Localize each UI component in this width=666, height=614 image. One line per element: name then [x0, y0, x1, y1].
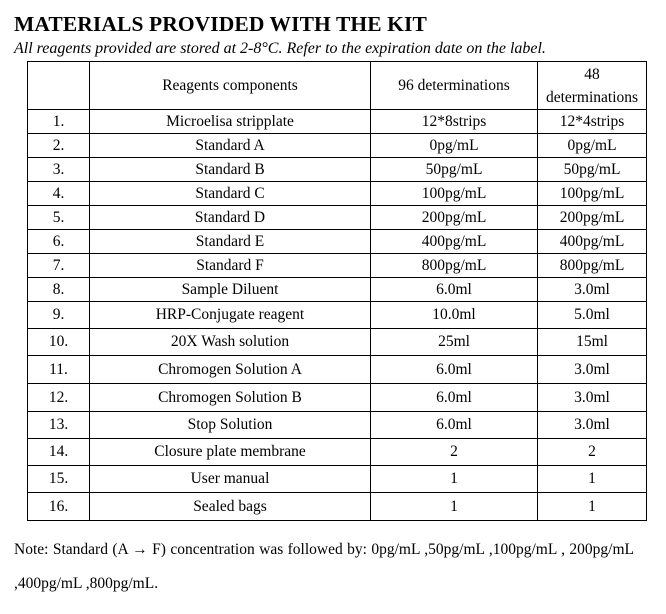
- reagent-name: User manual: [90, 466, 371, 493]
- reagent-name: Microelisa stripplate: [90, 110, 371, 134]
- amount-48: 100pg/mL: [538, 182, 647, 206]
- table-row: [28, 493, 647, 521]
- reagent-name: Chromogen Solution B: [90, 384, 371, 412]
- amount-48: 3.0ml: [538, 412, 647, 439]
- amount-48: 1: [538, 466, 647, 493]
- header-number: [28, 62, 90, 110]
- reagent-name: Standard E: [90, 230, 371, 254]
- amount-96: 10.0ml: [371, 302, 538, 329]
- row-number: 9.: [28, 302, 90, 329]
- amount-96: 200pg/mL: [371, 206, 538, 230]
- table-row: [28, 254, 647, 278]
- amount-48: 400pg/mL: [538, 230, 647, 254]
- row-number: 15.: [28, 466, 90, 493]
- table-row: [28, 134, 647, 158]
- header-reagents: Reagents components: [90, 62, 371, 110]
- amount-48: 2: [538, 439, 647, 466]
- amount-48: 15ml: [538, 329, 647, 356]
- table-row: [28, 384, 647, 412]
- table-row: [28, 466, 647, 493]
- table-row: [28, 302, 647, 329]
- row-number: 16.: [28, 493, 90, 521]
- reagent-name: Sample Diluent: [90, 278, 371, 302]
- header-48: 48 determinations: [538, 62, 647, 110]
- table-row: [28, 278, 647, 302]
- table-row: [28, 356, 647, 384]
- storage-subtitle: All reagents provided are stored at 2-8°C. Refer to the expiration date on the label.: [14, 40, 546, 57]
- table-row: [28, 329, 647, 356]
- table-row: [28, 182, 647, 206]
- row-number: 3.: [28, 158, 90, 182]
- reagent-name: Stop Solution: [90, 412, 371, 439]
- reagent-name: Standard B: [90, 158, 371, 182]
- amount-96: 12*8strips: [371, 110, 538, 134]
- page-title: MATERIALS PROVIDED WITH THE KIT: [14, 12, 427, 36]
- materials-table: [27, 61, 647, 521]
- amount-48: 3.0ml: [538, 278, 647, 302]
- row-number: 7.: [28, 254, 90, 278]
- reagent-name: Closure plate membrane: [90, 439, 371, 466]
- row-number: 6.: [28, 230, 90, 254]
- row-number: 10.: [28, 329, 90, 356]
- reagent-name: Standard F: [90, 254, 371, 278]
- amount-96: 1: [371, 466, 538, 493]
- row-number: 12.: [28, 384, 90, 412]
- table-row: [28, 110, 647, 134]
- amount-96: 400pg/mL: [371, 230, 538, 254]
- amount-96: 100pg/mL: [371, 182, 538, 206]
- reagent-name: Sealed bags: [90, 493, 371, 521]
- amount-96: 6.0ml: [371, 412, 538, 439]
- row-number: 14.: [28, 439, 90, 466]
- reagent-name: Standard C: [90, 182, 371, 206]
- amount-48: 5.0ml: [538, 302, 647, 329]
- table-row: [28, 206, 647, 230]
- amount-96: 6.0ml: [371, 278, 538, 302]
- amount-96: 1: [371, 493, 538, 521]
- table-body: [28, 110, 647, 521]
- amount-96: 6.0ml: [371, 384, 538, 412]
- amount-96: 0pg/mL: [371, 134, 538, 158]
- amount-96: 800pg/mL: [371, 254, 538, 278]
- amount-48: 3.0ml: [538, 356, 647, 384]
- amount-48: 50pg/mL: [538, 158, 647, 182]
- reagent-name: HRP-Conjugate reagent: [90, 302, 371, 329]
- table-row: [28, 412, 647, 439]
- reagent-name: 20X Wash solution: [90, 329, 371, 356]
- amount-96: 50pg/mL: [371, 158, 538, 182]
- amount-48: 0pg/mL: [538, 134, 647, 158]
- row-number: 11.: [28, 356, 90, 384]
- table-row: [28, 158, 647, 182]
- amount-96: 25ml: [371, 329, 538, 356]
- header-96: 96 determinations: [371, 62, 538, 110]
- table-row: [28, 230, 647, 254]
- amount-48: 200pg/mL: [538, 206, 647, 230]
- row-number: 8.: [28, 278, 90, 302]
- amount-48: 1: [538, 493, 647, 521]
- amount-96: 2: [371, 439, 538, 466]
- amount-48: 3.0ml: [538, 384, 647, 412]
- amount-48: 800pg/mL: [538, 254, 647, 278]
- row-number: 1.: [28, 110, 90, 134]
- row-number: 13.: [28, 412, 90, 439]
- row-number: 4.: [28, 182, 90, 206]
- reagent-name: Standard D: [90, 206, 371, 230]
- reagent-name: Standard A: [90, 134, 371, 158]
- row-number: 5.: [28, 206, 90, 230]
- row-number: 2.: [28, 134, 90, 158]
- table-header-row: [28, 62, 647, 110]
- concentration-note: Note: Standard (A → F) concentration was followed by: 0pg/mL ,50pg/mL ,100pg/mL , 200pg/mL ,400pg/mL ,800pg/mL.: [14, 541, 634, 592]
- amount-96: 6.0ml: [371, 356, 538, 384]
- amount-48: 12*4strips: [538, 110, 647, 134]
- reagent-name: Chromogen Solution A: [90, 356, 371, 384]
- table-row: [28, 439, 647, 466]
